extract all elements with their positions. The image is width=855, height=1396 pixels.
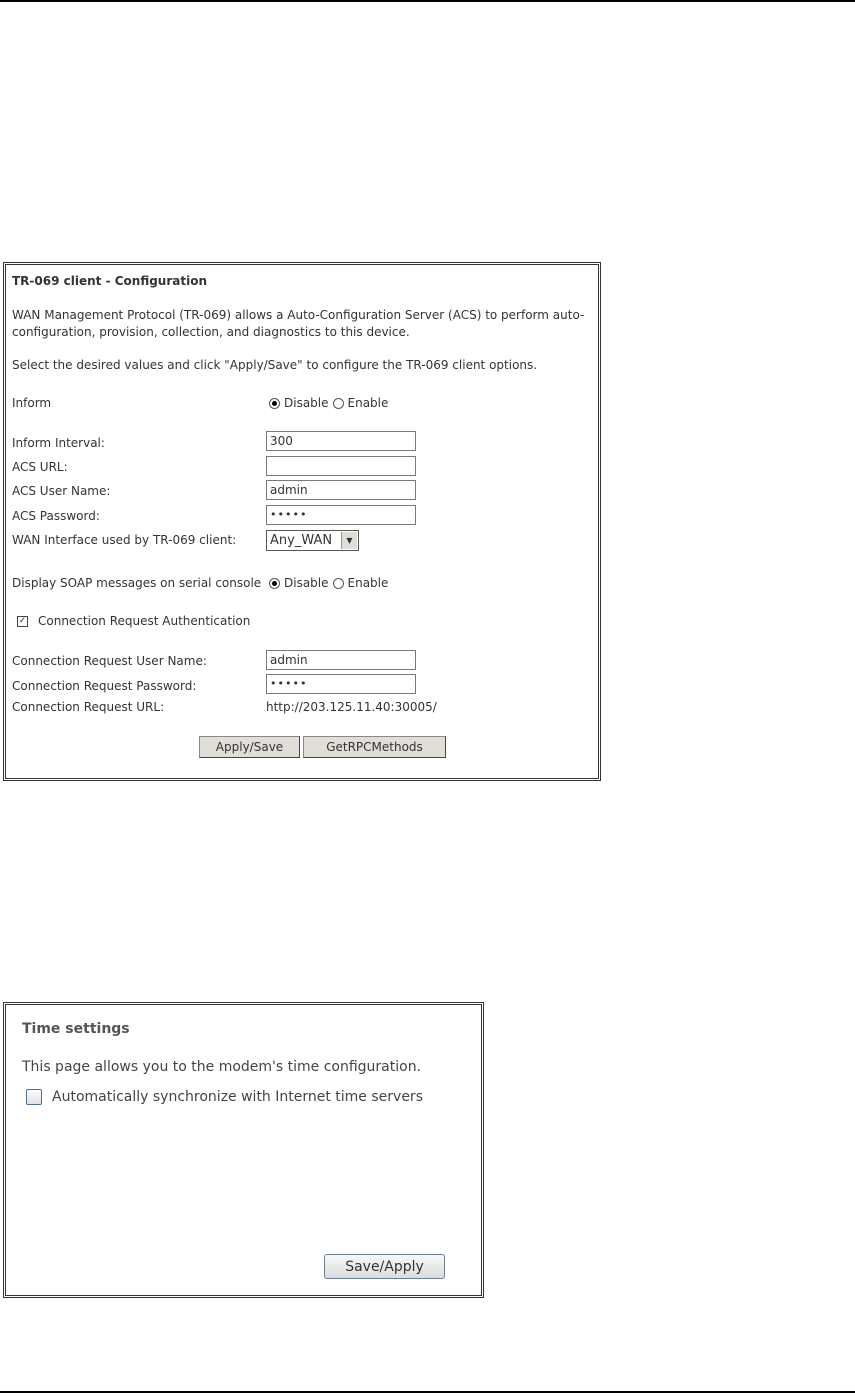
inform-interval-input[interactable]: 300: [266, 431, 416, 451]
apply-save-button[interactable]: Apply/Save: [199, 736, 300, 758]
soap-radio-group: [269, 576, 392, 590]
inform-label: Inform: [12, 396, 52, 410]
auto-sync-label: Automatically synchronize with Internet time servers: [52, 1089, 423, 1105]
page-bottom-rule: [0, 1391, 855, 1393]
conn-url-value: http://203.125.11.40:30005/: [266, 700, 437, 714]
time-settings-title: Time settings: [22, 1021, 130, 1037]
soap-enable-label: Enable: [347, 576, 389, 590]
inform-enable-radio[interactable]: [333, 398, 344, 409]
wan-interface-select[interactable]: [266, 530, 359, 551]
acs-password-input[interactable]: •••••: [266, 505, 416, 525]
acs-url-input[interactable]: [266, 456, 416, 476]
inform-enable-label: Enable: [347, 396, 389, 410]
conn-password-input[interactable]: •••••: [266, 674, 416, 694]
acs-url-label: ACS URL:: [12, 460, 68, 474]
soap-enable-radio[interactable]: [333, 578, 344, 589]
chevron-down-icon: ▼: [341, 532, 357, 549]
save-apply-button[interactable]: Save/Apply: [324, 1254, 445, 1279]
conn-user-label: Connection Request User Name:: [12, 654, 207, 668]
time-settings-panel: [3, 1002, 484, 1298]
wan-interface-label: WAN Interface used by TR-069 client:: [12, 533, 237, 547]
conn-user-input[interactable]: admin: [266, 650, 416, 670]
soap-disable-label: Disable: [284, 576, 329, 590]
inform-disable-label: Disable: [284, 396, 329, 410]
wan-interface-value: Any_WAN: [270, 533, 333, 548]
get-rpc-methods-button[interactable]: GetRPCMethods: [303, 736, 446, 758]
acs-password-label: ACS Password:: [12, 509, 100, 523]
inform-interval-label: Inform Interval:: [12, 436, 105, 450]
time-settings-description: This page allows you to the modem's time configuration.: [22, 1059, 422, 1075]
tr069-title: TR-069 client - Configuration: [12, 274, 207, 288]
auto-sync-checkbox[interactable]: [26, 1089, 42, 1105]
conn-auth-checkbox[interactable]: ✓: [18, 616, 27, 626]
page-top-rule: [0, 0, 855, 2]
soap-disable-radio[interactable]: [269, 578, 280, 589]
conn-password-label: Connection Request Password:: [12, 679, 197, 693]
conn-url-label: Connection Request URL:: [12, 700, 165, 714]
tr069-instruction: Select the desired values and click "Apply/Save" to configure the TR-069 client options.: [12, 358, 538, 372]
soap-label: Display SOAP messages on serial console: [12, 576, 262, 590]
conn-auth-row: [17, 614, 250, 628]
auto-sync-row: [26, 1089, 423, 1105]
acs-user-input[interactable]: admin: [266, 480, 416, 500]
acs-user-label: ACS User Name:: [12, 484, 111, 498]
inform-radio-group: [269, 396, 392, 410]
tr069-description: WAN Management Protocol (TR-069) allows a Auto-Configuration Server (ACS) to perform auto-configuration, provision, collection, and diagnostics to this device.: [12, 308, 585, 339]
tr069-config-panel: [3, 262, 601, 781]
conn-auth-label: Connection Request Authentication: [38, 614, 251, 628]
inform-disable-radio[interactable]: [269, 398, 280, 409]
